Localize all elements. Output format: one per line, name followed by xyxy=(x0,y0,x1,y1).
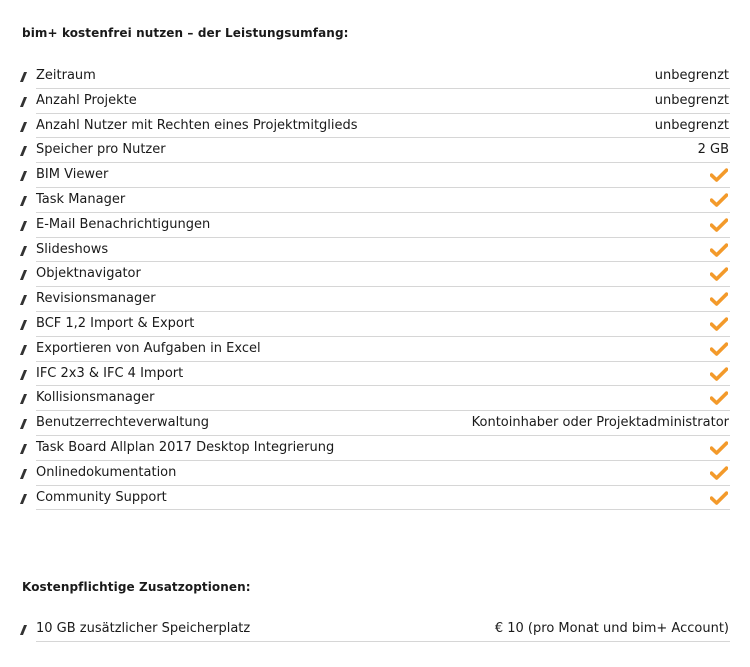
slash-bullet-icon xyxy=(20,270,27,280)
row-value: unbegrenzt xyxy=(654,92,729,108)
feature-row xyxy=(20,411,730,436)
free-feature-list xyxy=(20,64,730,510)
row-value: Kontoinhaber oder Projektadministrator xyxy=(471,415,729,431)
row-label: IFC 2x3 & IFC 4 Import xyxy=(36,365,184,381)
feature-row xyxy=(20,436,730,461)
feature-row xyxy=(20,461,730,486)
feature-row xyxy=(20,238,730,263)
checkmark-icon xyxy=(710,491,728,505)
slash-bullet-icon xyxy=(20,394,27,404)
row-value: 2 GB xyxy=(697,142,729,158)
feature-row xyxy=(20,138,730,163)
checkmark-icon xyxy=(710,243,728,257)
row-label: Revisionsmanager xyxy=(36,291,156,307)
checkmark-icon xyxy=(710,218,728,232)
option-row xyxy=(20,617,730,642)
checkmark-icon xyxy=(710,391,728,405)
feature-row xyxy=(20,486,730,511)
row-label: BCF 1,2 Import & Export xyxy=(36,315,195,331)
slash-bullet-icon xyxy=(20,295,27,305)
row-label: Zeitraum xyxy=(36,68,96,83)
paid-section-title: Kostenpflichtige Zusatzoptionen: xyxy=(22,580,251,594)
slash-bullet-icon xyxy=(20,469,27,479)
slash-bullet-icon xyxy=(20,221,27,231)
feature-row xyxy=(20,337,730,362)
feature-row xyxy=(20,312,730,337)
free-section-title: bim+ kostenfrei nutzen – der Leistungsumfang: xyxy=(22,26,349,40)
feature-row xyxy=(20,362,730,387)
slash-bullet-icon xyxy=(20,97,27,107)
row-label: Speicher pro Nutzer xyxy=(36,142,166,158)
row-label: Onlinedokumentation xyxy=(36,464,177,480)
slash-bullet-icon xyxy=(20,320,27,330)
row-label: E-Mail Benachrichtigungen xyxy=(36,216,211,232)
row-label: BIM Viewer xyxy=(36,167,109,183)
feature-row xyxy=(20,188,730,213)
slash-bullet-icon xyxy=(20,246,27,256)
checkmark-icon xyxy=(710,292,728,306)
checkmark-icon xyxy=(710,168,728,182)
paid-option-list xyxy=(20,617,730,642)
slash-bullet-icon xyxy=(20,419,27,429)
slash-bullet-icon xyxy=(20,171,27,181)
row-label: 10 GB zusätzlicher Speicherplatz xyxy=(36,621,251,636)
checkmark-icon xyxy=(710,367,728,381)
row-value: € 10 (pro Monat und bim+ Account) xyxy=(494,621,729,636)
row-label: Anzahl Nutzer mit Rechten eines Projektmitglieds xyxy=(36,117,358,133)
slash-bullet-icon xyxy=(20,625,27,635)
slash-bullet-icon xyxy=(20,72,27,82)
feature-row xyxy=(20,163,730,188)
row-value: unbegrenzt xyxy=(654,117,729,133)
checkmark-icon xyxy=(710,317,728,331)
checkmark-icon xyxy=(710,342,728,356)
row-label: Exportieren von Aufgaben in Excel xyxy=(36,340,261,356)
feature-row xyxy=(20,287,730,312)
row-label: Task Board Allplan 2017 Desktop Integrierung xyxy=(36,439,335,455)
checkmark-icon xyxy=(710,466,728,480)
row-label: Community Support xyxy=(36,489,167,505)
feature-row xyxy=(20,386,730,411)
feature-row xyxy=(20,64,730,89)
slash-bullet-icon xyxy=(20,122,27,132)
feature-row xyxy=(20,114,730,139)
slash-bullet-icon xyxy=(20,345,27,355)
row-divider xyxy=(36,641,730,642)
slash-bullet-icon xyxy=(20,146,27,156)
slash-bullet-icon xyxy=(20,494,27,504)
row-label: Anzahl Projekte xyxy=(36,92,137,108)
checkmark-icon xyxy=(710,267,728,281)
feature-row xyxy=(20,262,730,287)
row-label: Objektnavigator xyxy=(36,266,141,282)
feature-row xyxy=(20,89,730,114)
row-value: unbegrenzt xyxy=(654,68,729,83)
checkmark-icon xyxy=(710,441,728,455)
row-label: Benutzerrechteverwaltung xyxy=(36,415,210,431)
slash-bullet-icon xyxy=(20,444,27,454)
slash-bullet-icon xyxy=(20,196,27,206)
feature-row xyxy=(20,213,730,238)
checkmark-icon xyxy=(710,193,728,207)
row-label: Task Manager xyxy=(36,191,126,207)
row-divider xyxy=(36,509,730,510)
row-label: Slideshows xyxy=(36,241,109,257)
slash-bullet-icon xyxy=(20,370,27,380)
row-label: Kollisionsmanager xyxy=(36,390,155,406)
